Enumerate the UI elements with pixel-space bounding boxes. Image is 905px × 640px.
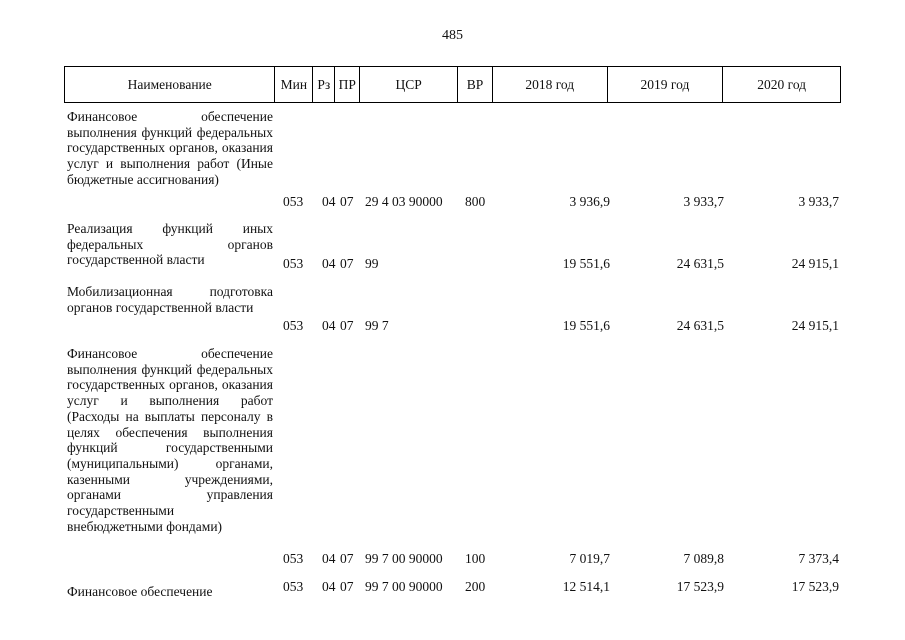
cell-2020: 24 915,1 xyxy=(791,318,839,333)
header-name: Наименование xyxy=(65,67,275,102)
row-name: Финансовое обеспечение xyxy=(67,584,213,599)
cell-csr: 29 4 03 90000 xyxy=(365,194,443,209)
cell-rz: 04 xyxy=(322,579,336,594)
row-values xyxy=(64,317,841,335)
cell-2018: 12 514,1 xyxy=(562,579,610,594)
header-pr: ПР xyxy=(335,67,360,102)
row-name: Реализация функций иных федеральных органов государственной власти xyxy=(67,221,273,268)
cell-min: 053 xyxy=(283,256,304,271)
row-values xyxy=(64,255,841,273)
cell-csr: 99 7 00 90000 xyxy=(365,579,443,594)
cell-2018: 19 551,6 xyxy=(562,256,610,271)
header-2019: 2019 год xyxy=(608,67,724,102)
cell-csr: 99 7 xyxy=(365,318,389,333)
cell-2019: 3 933,7 xyxy=(683,194,724,209)
cell-csr: 99 xyxy=(365,256,379,271)
page-number: 485 xyxy=(442,28,463,43)
cell-2019: 24 631,5 xyxy=(676,256,724,271)
cell-2018: 19 551,6 xyxy=(562,318,610,333)
cell-pr: 07 xyxy=(340,579,354,594)
row-values xyxy=(64,578,841,596)
cell-2019: 7 089,8 xyxy=(683,551,724,566)
cell-2018: 3 936,9 xyxy=(569,194,610,209)
cell-min: 053 xyxy=(283,194,304,209)
cell-vr: 200 xyxy=(465,579,486,594)
cell-rz: 04 xyxy=(322,551,336,566)
cell-vr: 800 xyxy=(465,194,486,209)
cell-2020: 3 933,7 xyxy=(798,194,839,209)
row-values xyxy=(64,193,841,211)
cell-rz: 04 xyxy=(322,256,336,271)
cell-2020: 7 373,4 xyxy=(798,551,839,566)
cell-min: 053 xyxy=(283,551,304,566)
row-name: Мобилизационная подготовка органов государственной власти xyxy=(67,284,273,315)
cell-pr: 07 xyxy=(340,256,354,271)
cell-2020: 24 915,1 xyxy=(791,256,839,271)
row-name: Финансовое обеспечение выполнения функций федеральных государственных органов, оказания услуг и выполнения работ (Иные бюджетные ассигнования) xyxy=(67,109,273,187)
header-2020: 2020 год xyxy=(757,76,807,92)
header-vr: ВР xyxy=(458,67,493,102)
header-csr: ЦСР xyxy=(360,67,458,102)
cell-2019: 17 523,9 xyxy=(676,579,724,594)
cell-2020: 17 523,9 xyxy=(791,579,839,594)
cell-2018: 7 019,7 xyxy=(569,551,610,566)
row-name: Финансовое обеспечение выполнения функций федеральных государственных органов, оказания услуг и выполнения работ (Расходы на выплаты персоналу в целях обеспечения выполнения функций государственными (муниципальными) органами, казенными учреждениями, органами управления государственными внебюджетными фондами) xyxy=(67,346,273,534)
cell-vr: 100 xyxy=(465,551,486,566)
cell-min: 053 xyxy=(283,318,304,333)
header-2018: 2018 год xyxy=(493,67,608,102)
header-min: Мин xyxy=(275,67,313,102)
cell-rz: 04 xyxy=(322,194,336,209)
cell-pr: 07 xyxy=(340,551,354,566)
cell-2019: 24 631,5 xyxy=(676,318,724,333)
table-header xyxy=(64,66,841,103)
row-values xyxy=(64,550,841,568)
header-rz: Рз xyxy=(313,67,335,102)
cell-pr: 07 xyxy=(340,194,354,209)
cell-pr: 07 xyxy=(340,318,354,333)
cell-csr: 99 7 00 90000 xyxy=(365,551,443,566)
cell-min: 053 xyxy=(283,579,304,594)
cell-rz: 04 xyxy=(322,318,336,333)
